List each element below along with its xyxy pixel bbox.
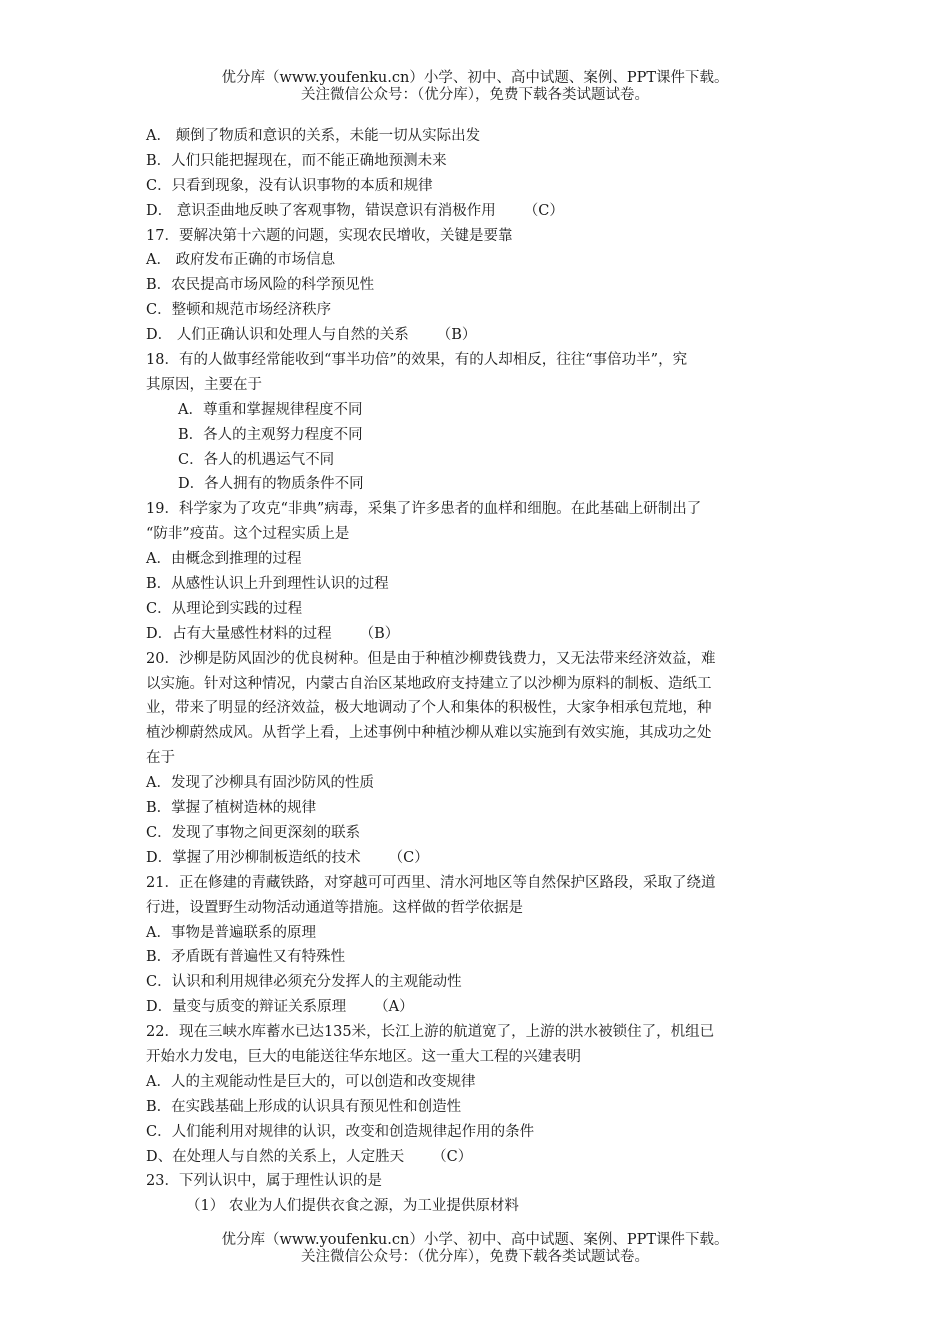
line-text: 18．有的人做事经常能收到“事半功倍”的效果，有的人却相反，往往“事倍功半”，究 (146, 352, 688, 369)
text-line (146, 547, 808, 572)
line-text: B．从感性认识上升到理性认识的过程 (146, 576, 389, 593)
line-text: D．占有大量感性材料的过程 (146, 625, 332, 642)
text-line (146, 124, 808, 149)
text-line (146, 622, 808, 647)
line-text: A．尊重和掌握规律程度不同 (178, 401, 363, 418)
line-text: 其原因，主要在于 (146, 376, 262, 393)
answer-key: （C） (523, 202, 564, 219)
text-line (146, 248, 808, 273)
text-line (146, 298, 808, 323)
text-line (146, 398, 808, 423)
text-line (146, 149, 808, 174)
text-line (146, 1095, 808, 1120)
text-line (146, 423, 808, 448)
text-line (146, 1120, 808, 1145)
text-line (146, 597, 808, 622)
line-text: 植沙柳蔚然成风。从哲学上看，上述事例中种植沙柳从难以实施到有效实施，其成功之处 (146, 725, 712, 742)
text-line (146, 1145, 808, 1170)
line-text: 21．正在修建的青藏铁路，对穿越可可西里、清水河地区等自然保护区路段，采取了绕道 (146, 874, 716, 891)
line-text: A．人的主观能动性是巨大的，可以创造和改变规律 (146, 1073, 476, 1090)
line-text: B．人们只能把握现在，而不能正确地预测未来 (146, 152, 447, 169)
text-line (146, 647, 808, 672)
text-line (146, 373, 808, 398)
page-footer (0, 1232, 950, 1266)
text-line (146, 1194, 808, 1219)
header-line-2: 关注微信公众号：（优分库），免费下载各类试题试卷。 (301, 87, 649, 103)
page-header (0, 70, 950, 104)
line-text: C．发现了事物之间更深刻的联系 (146, 824, 361, 841)
text-line (146, 323, 808, 348)
line-text: D．量变与质变的辩证关系原理 (146, 999, 347, 1016)
line-text: D、在处理人与自然的关系上，人定胜天 (146, 1148, 405, 1165)
text-line (146, 746, 808, 771)
line-text: D． 意识歪曲地反映了客观事物，错误意识有消极作用 (146, 202, 496, 219)
text-line (146, 771, 808, 796)
line-text: A． 政府发布正确的市场信息 (146, 252, 336, 269)
text-line (146, 970, 808, 995)
text-line (146, 472, 808, 497)
line-text: B．在实践基础上形成的认识具有预见性和创造性 (146, 1098, 462, 1115)
line-text: 业，带来了明显的经济效益，极大地调动了个人和集体的积极性，大家争相承包荒地，种 (146, 700, 712, 717)
text-line (146, 796, 808, 821)
text-line (146, 1045, 808, 1070)
text-line (146, 174, 808, 199)
text-line (146, 1070, 808, 1095)
line-text: 行进，设置野生动物活动通道等措施。这样做的哲学依据是 (146, 899, 523, 916)
text-line (146, 199, 808, 224)
text-line (146, 945, 808, 970)
text-line (146, 1169, 808, 1194)
text-line (146, 448, 808, 473)
line-text: B．各人的主观努力程度不同 (178, 426, 363, 443)
line-text: A．由概念到推理的过程 (146, 551, 302, 568)
answer-key: （B） (359, 625, 400, 642)
answer-key: （A） (374, 999, 414, 1016)
line-text: B．农民提高市场风险的科学预见性 (146, 277, 375, 294)
text-line (146, 522, 808, 547)
footer-line-1: 优分库（www.youfenku.cn）小学、初中、高中试题、案例、PPT课件下载。 (221, 1232, 729, 1248)
text-line (146, 721, 808, 746)
line-text: D．掌握了用沙柳制板造纸的技术 (146, 849, 361, 866)
answer-key: （B） (436, 327, 477, 344)
text-line (146, 896, 808, 921)
text-line (146, 821, 808, 846)
line-text: 20．沙柳是防风固沙的优良树种。但是由于种植沙柳费钱费力，又无法带来经济效益，难 (146, 650, 716, 667)
text-line (146, 871, 808, 896)
line-text: C．只看到现象，没有认识事物的本质和规律 (146, 177, 433, 194)
text-line (146, 224, 808, 249)
text-line (146, 572, 808, 597)
answer-key: （C） (388, 849, 429, 866)
line-text: D．各人拥有的物质条件不同 (178, 476, 364, 493)
line-text: 开始水力发电，巨大的电能送往华东地区。这一重大工程的兴建表明 (146, 1048, 581, 1065)
line-text: C．各人的机遇运气不同 (178, 451, 335, 468)
text-line (146, 846, 808, 871)
line-text: 以实施。针对这种情况，内蒙古自治区某地政府支持建立了以沙柳为原料的制板、造纸工 (146, 675, 712, 692)
line-text: C．人们能利用对规律的认识，改变和创造规律起作用的条件 (146, 1123, 535, 1140)
line-text: C．从理论到实践的过程 (146, 600, 303, 617)
header-line-1: 优分库（www.youfenku.cn）小学、初中、高中试题、案例、PPT课件下载。 (221, 70, 729, 86)
answer-key: （C） (432, 1148, 473, 1165)
text-line (146, 348, 808, 373)
line-text: B．矛盾既有普遍性又有特殊性 (146, 949, 346, 966)
text-line (146, 995, 808, 1020)
line-text: 22．现在三峡水库蓄水已达135米，长江上游的航道宽了，上游的洪水被锁住了，机组已 (146, 1024, 715, 1041)
line-text: C．整顿和规范市场经济秩序 (146, 302, 332, 319)
text-line (146, 921, 808, 946)
question-body (146, 124, 808, 1219)
line-text: C．认识和利用规律必须充分发挥人的主观能动性 (146, 974, 462, 991)
footer-line-2: 关注微信公众号：（优分库），免费下载各类试题试卷。 (301, 1249, 649, 1265)
text-line (146, 672, 808, 697)
line-text: （1） 农业为人们提供衣食之源，为工业提供原材料 (186, 1198, 519, 1215)
line-text: 17．要解决第十六题的问题，实现农民增收，关键是要靠 (146, 227, 513, 244)
line-text: 在于 (146, 750, 175, 767)
line-text: B．掌握了植树造林的规律 (146, 800, 317, 817)
line-text: A．事物是普遍联系的原理 (146, 924, 316, 941)
text-line (146, 696, 808, 721)
line-text: 19．科学家为了攻克“非典”病毒，采集了许多患者的血样和细胞。在此基础上研制出了 (146, 501, 702, 518)
text-line (146, 273, 808, 298)
line-text: A． 颠倒了物质和意识的关系，未能一切从实际出发 (146, 128, 481, 144)
line-text: A．发现了沙柳具有固沙防风的性质 (146, 775, 374, 792)
text-line (146, 497, 808, 522)
line-text: “防非”疫苗。这个过程实质上是 (146, 526, 350, 543)
text-line (146, 1020, 808, 1045)
line-text: 23．下列认识中，属于理性认识的是 (146, 1173, 382, 1190)
line-text: D． 人们正确认识和处理人与自然的关系 (146, 327, 409, 344)
